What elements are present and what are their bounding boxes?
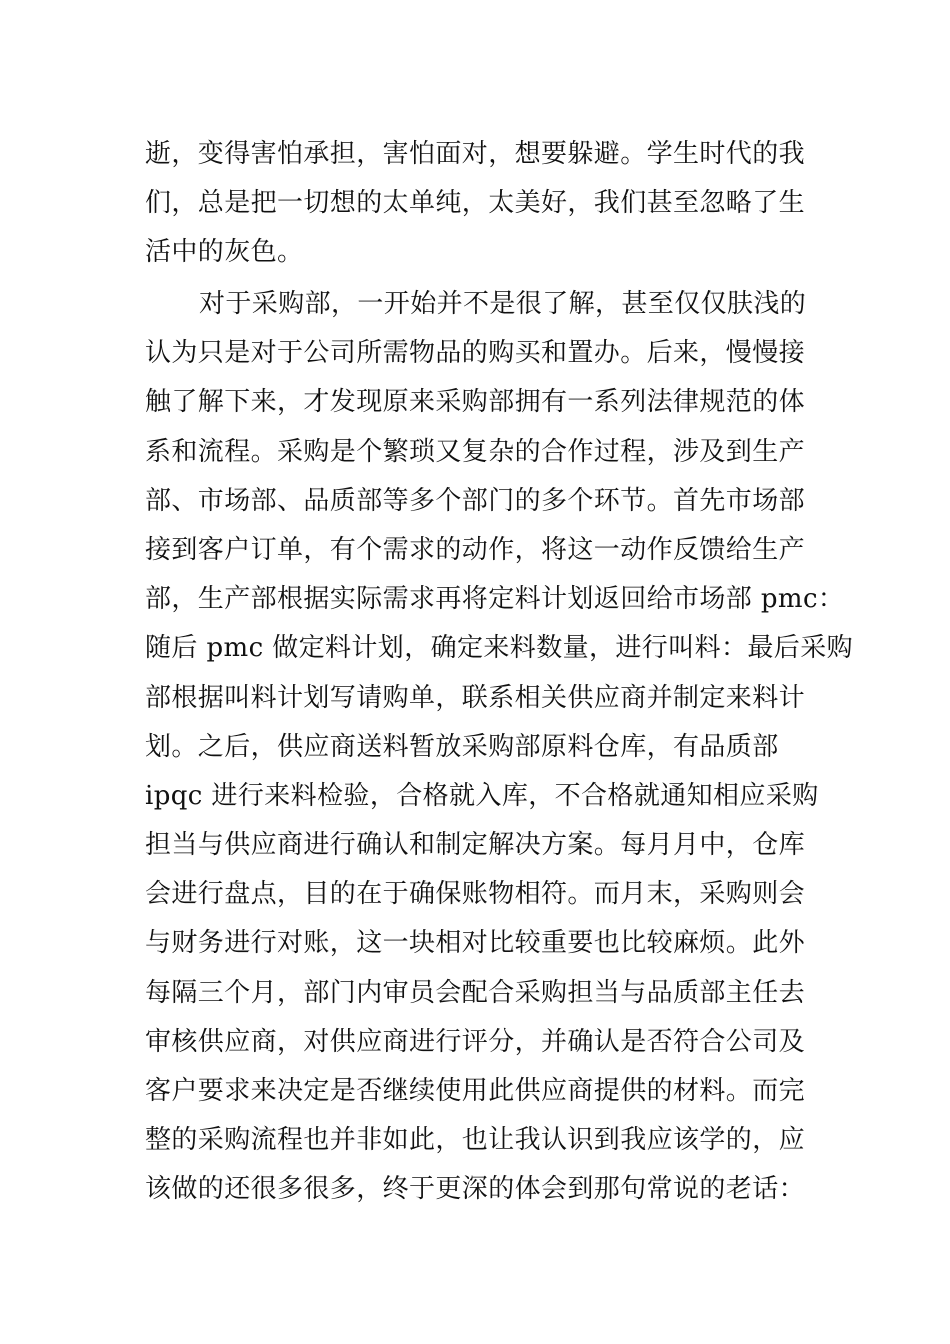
text-line: 整的采购流程也并非如此，也让我认识到我应该学的，应 (145, 1125, 806, 1156)
text-line: 们，总是把一切想的太单纯，太美好，我们甚至忽略了生 (145, 188, 806, 219)
text-line: 部、市场部、品质部等多个部门的多个环节。首先市场部 (145, 485, 806, 516)
text-line-first: 对于采购部，一开始并不是很了解，甚至仅仅肤浅的 (199, 289, 807, 319)
text-line: 担当与供应商进行确认和制定解决方案。每月月中，仓库 (145, 830, 806, 861)
text-line: 认为只是对于公司所需物品的购买和置办。后来，慢慢接 (145, 338, 806, 369)
text-line: 每隔三个月，部门内审员会配合采购担当与品质部主任去 (145, 977, 806, 1008)
text-line: 系和流程。采购是个繁琐又复杂的合作过程，涉及到生产 (145, 436, 806, 467)
text-line: 活中的灰色。 (145, 237, 304, 268)
text-line: 触了解下来，才发现原来采购部拥有一系列法律规范的体 (145, 387, 806, 418)
text-line: 会进行盘点，目的在于确保账物相符。而月末，采购则会 (145, 879, 806, 910)
text-line: ipqc 进行来料检验，合格就入库，不合格就通知相应采购 (145, 780, 819, 811)
paragraph-continuation (145, 130, 813, 278)
text-line: 与财务进行对账，这一块相对比较重要也比较麻烦。此外 (145, 928, 806, 959)
text-line: 接到客户订单，有个需求的动作，将这一动作反馈给生产 (145, 534, 806, 565)
text-line: 部，生产部根据实际需求再将定料计划返回给市场部 pmc： (145, 584, 845, 615)
text-line: 随后 pmc 做定料计划，确定来料数量，进行叫料：最后采购 (145, 633, 853, 664)
text-line: 划。之后，供应商送料暂放采购部原料仓库，有品质部 (145, 731, 779, 762)
text-line: 客户要求来决定是否继续使用此供应商提供的材料。而完 (145, 1076, 806, 1106)
text-line: 该做的还很多很多，终于更深的体会到那句常说的老话： (145, 1174, 806, 1205)
text-line: 部根据叫料计划写请购单，联系相关供应商并制定来料计 (145, 682, 806, 713)
text-line: 审核供应商，对供应商进行评分，并确认是否符合公司及 (145, 1026, 806, 1057)
paragraph-procurement (145, 280, 853, 1215)
text-line: 逝，变得害怕承担，害怕面对，想要躲避。学生时代的我 (145, 139, 806, 169)
